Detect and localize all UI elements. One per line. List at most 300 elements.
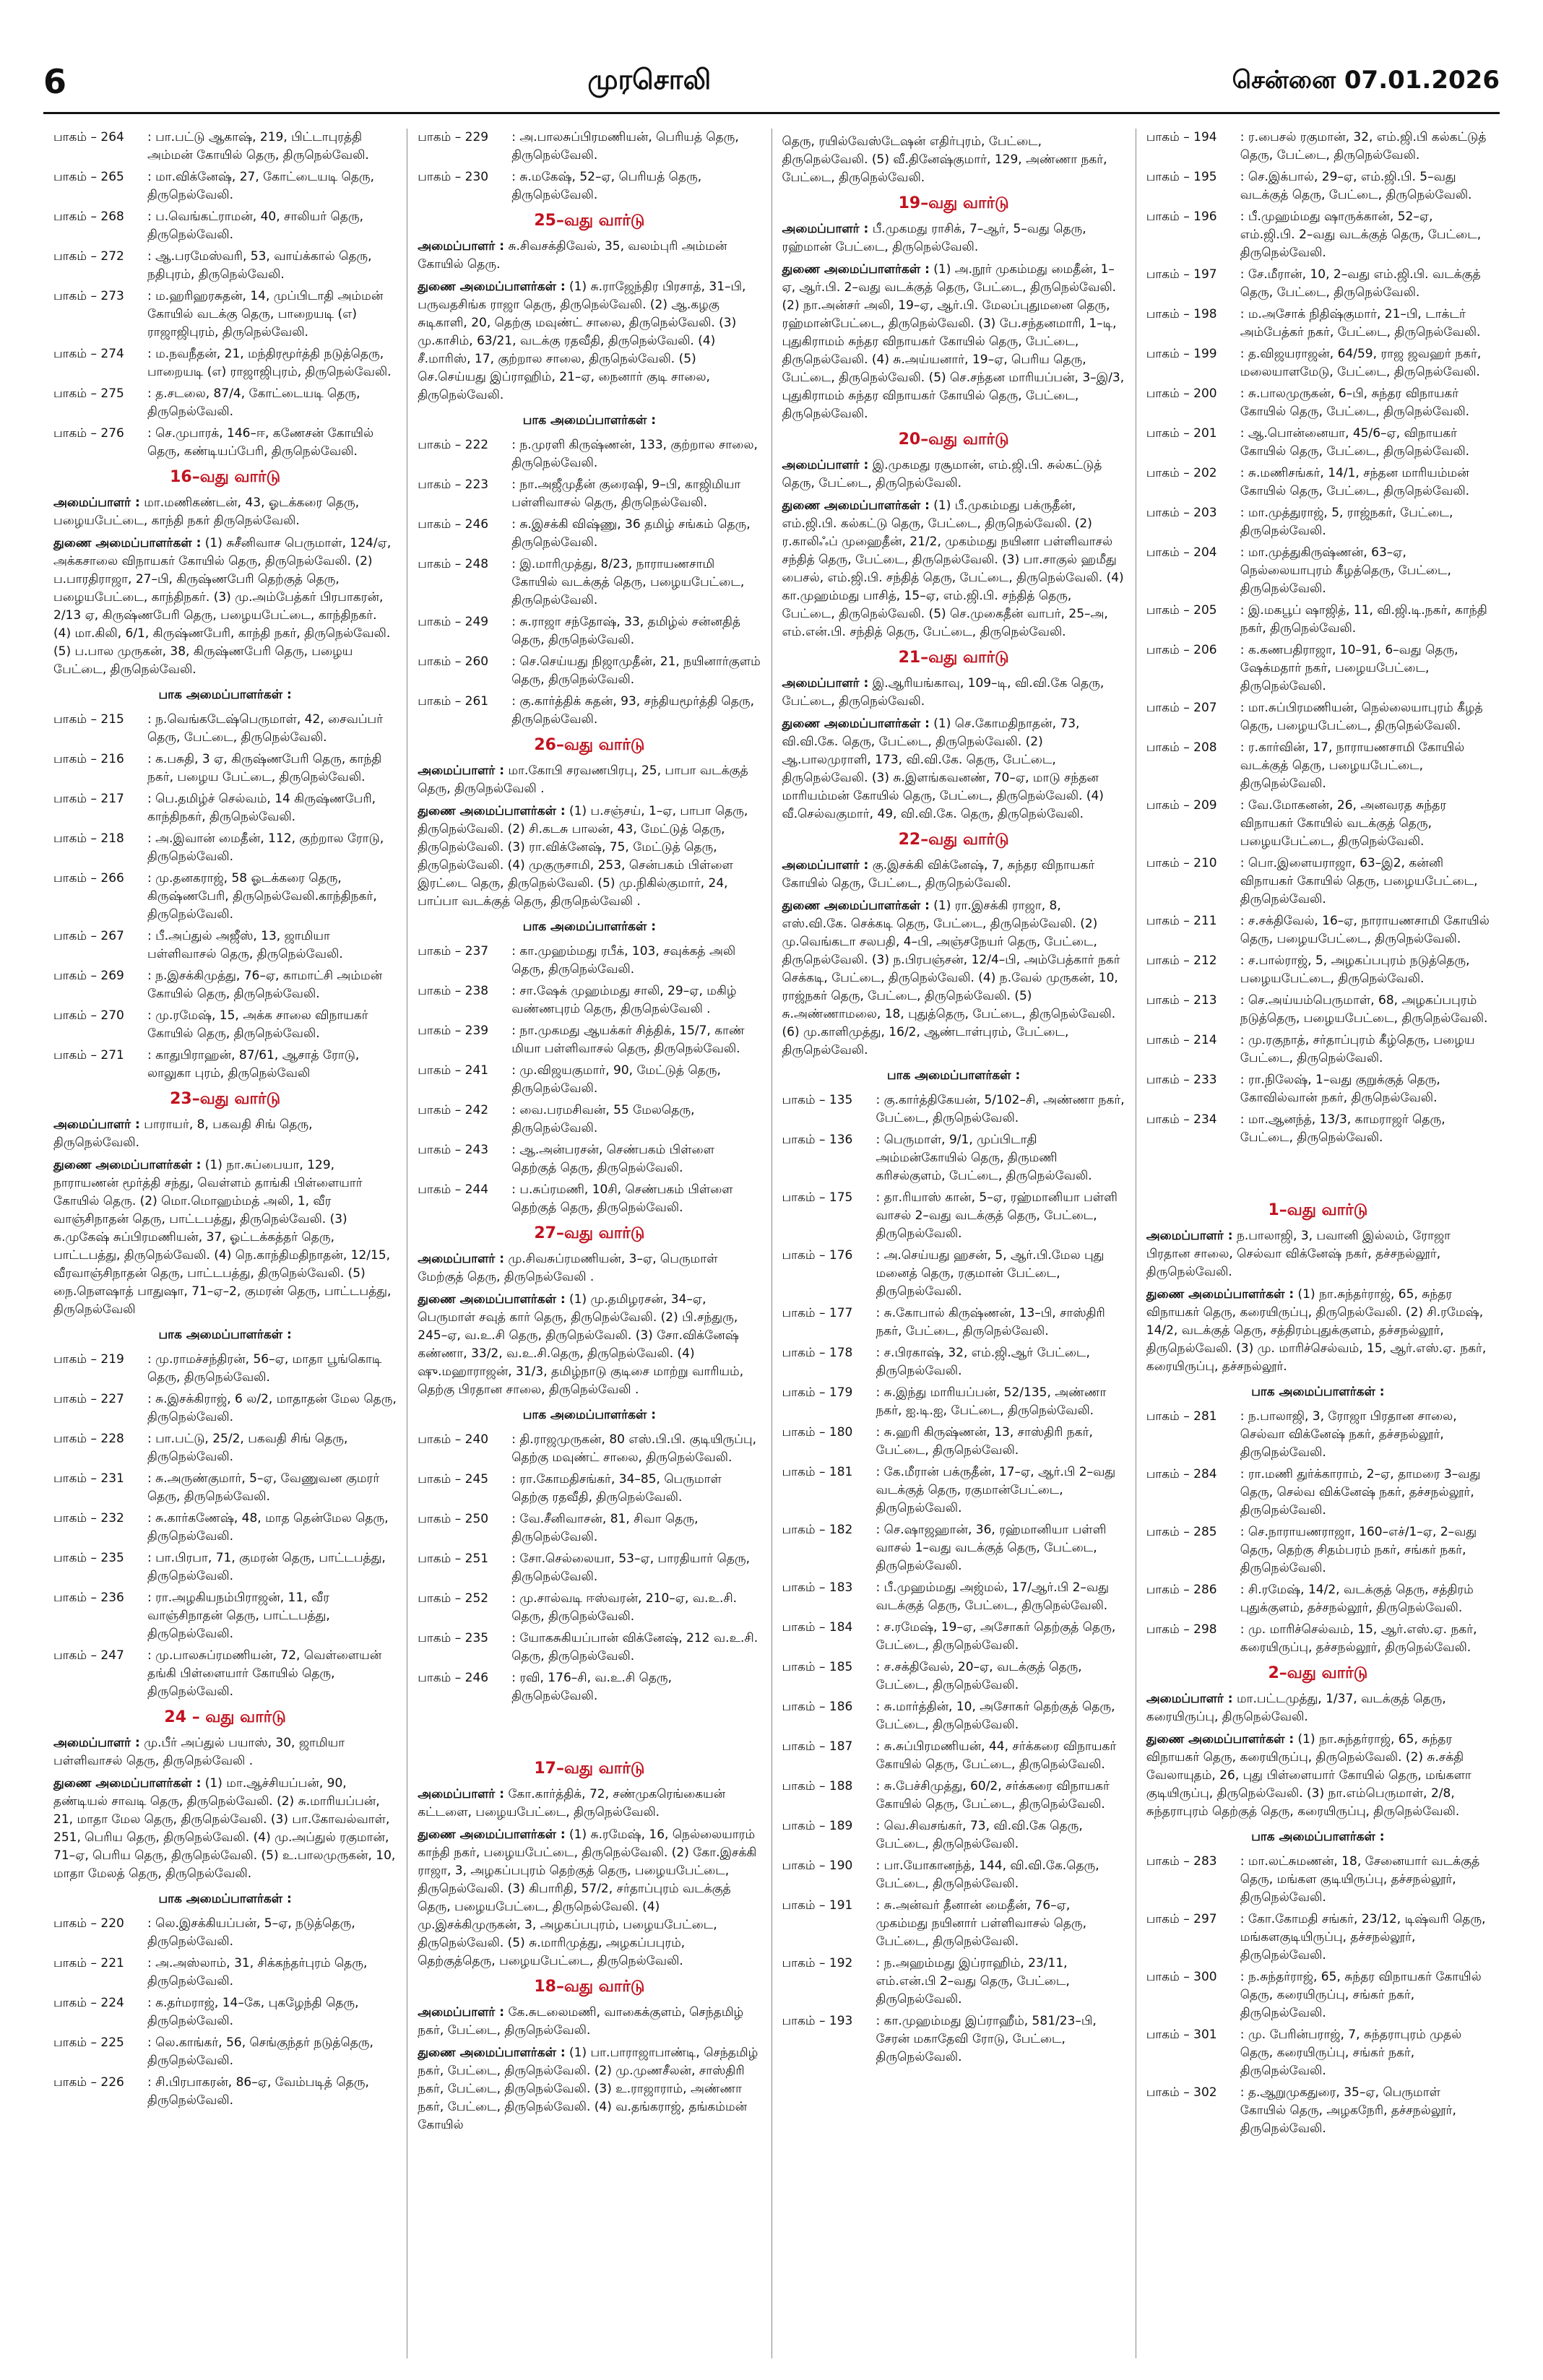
deputy-text: (1) நா.சுந்தர்ராஜ், 65, சுந்தர விநாயகர் தெரு, கரையிருப்பு, திருநெல்வேலி. (2) சி.ரமேஷ், 14/2, வடக்குத் தெரு, சத்திரம்புதுக்குளம், தச்சநல்லூர், திருநெல்வேலி. (3) மு. மாரிச்செல்வம், 15, ஆர்.எஸ்.ஏ. நகர், கரையிருப்பு, தச்சநல்லூர். bbox=[1146, 1287, 1487, 1374]
organiser-paragraph bbox=[53, 494, 397, 530]
deputy-text: (1) நா.சுந்தர்ராஜ், 65, சுந்தர விநாயகர் தெரு, கரையிருப்பு, திருநெல்வேலி. (2) சு.சக்தி வேலாயுதம், 26, புது பிள்ளையார் கோயில் தெரு, மங்களா குடியிருப்பு, திருநெல்வேலி. (3) நா.எம்பெருமாள், 2/8, சுந்தராபுரம் தெற்குத் தெரு, கரையிருப்பு, திருநெல்வேலி. bbox=[1146, 1732, 1471, 1819]
list-item bbox=[782, 1091, 1125, 1128]
list-item bbox=[418, 1431, 761, 1467]
booth-number: பாகம் – 271 bbox=[53, 1048, 124, 1063]
booth-organiser: : மா.முத்துகிருஷ்ணன், 63–ஏ, நெல்லையாபுரம் கீழத்தெரு, பேட்டை, திருநெல்வேலி. bbox=[1240, 545, 1451, 596]
booth-organiser: : கு.கார்த்திகேயன், 5/102–சி, அண்ணா நகர், பேட்டை, திருநெல்வேலி. bbox=[876, 1093, 1125, 1125]
list-item bbox=[782, 1304, 1125, 1341]
list-item bbox=[53, 1955, 397, 1991]
booth-number: பாகம் – 198 bbox=[1146, 307, 1217, 321]
entry-list bbox=[418, 1431, 761, 1705]
ward-heading: 25–வது வார்டு bbox=[534, 212, 645, 230]
list-item bbox=[53, 927, 397, 964]
booth-organiser: : அ.பாலசுப்பிரமணியன், பெரியத் தெரு, திருநெல்வேலி. bbox=[511, 130, 739, 163]
list-item bbox=[53, 750, 397, 787]
booth-number: பாகம் – 205 bbox=[1146, 603, 1217, 618]
deputy-text: (1) பீ.முகம்மது பக்ருதீன், எம்.ஜி.பி. கல்கட்டு தெரு, பேட்டை, திருநெல்வேலி. (2) ர.காலிஃப் முஹைதீன், 21/2, முகம்மது நயினா பள்ளிவாசல் சந்தித் தெரு, பேட்டை, திருநெல்வேலி. (3) பா.சாகுல் ஹமீது பைசல், எம்.ஜி.பி. சந்தித் தெரு, பேட்டை, திருநெல்வேலி. (4) கா.முஹம்மது பாசித், 15–ஏ, எம்.ஜி.பி. சந்தித் தெரு, பேட்டை, திருநெல்வேலி. (5) செ.முகைதீன் வாபர், 25–அ, எம்.என்.பி. சந்தித் தெரு, பேட்டை, திருநெல்வேலி. bbox=[782, 498, 1124, 639]
booth-organiser: : சு.மகேஷ், 52–ஏ, பெரியத் தெரு, திருநெல்வேலி. bbox=[511, 170, 702, 202]
deputy-text: (1) சுசீனிவாச பெருமாள், 124/ஏ, அக்கசாலை விநாயகர் கோயில் தெரு, திருநெல்வேலி. (2) ப.பாரதிராஜா, 27–பி, கிருஷ்ணபேரி தெற்குத் தெரு, பழையபேட்டை, காந்திநகர். (3) மு.அம்பேத்கர் பிரபாகரன், 2/13 ஏ, கிருஷ்ணபேரி தெரு, பழையபேட்டை, காந்திநகர். (4) மா.கிலி, 6/1, கிருஷ்ணபேரி, காந்தி நகர், திருநெல்வேலி. (5) ப.பால முருகன், 38, கிருஷ்ணபேரி தெரு, பழைய பேட்டை, திருநெல்வேலி. bbox=[53, 536, 392, 677]
list-item bbox=[1146, 2026, 1490, 2080]
booth-organiser: : நா.அஜீமுதீன் குரைஷி, 9–பி, காஜிமியா பள்ளிவாசல் தெரு, திருநெல்வேலி. bbox=[511, 477, 741, 510]
organiser-paragraph bbox=[418, 1250, 761, 1286]
booth-number: பாகம் – 228 bbox=[53, 1432, 124, 1446]
booth-organiser: : தி.ராஜமுருகன், 80 எஸ்.பி.பி. குடியிருப்பு, தெற்கு மவுண்ட் சாலை, திருநெல்வேலி. bbox=[511, 1432, 756, 1465]
organiser-text: பீ.முகமது ராசிக், 7–ஆர், 5–வது தெரு, ரஹ்மான் பேட்டை, திருநெல்வேலி. bbox=[782, 222, 1086, 254]
organiser-paragraph bbox=[782, 675, 1125, 711]
ward-25-section bbox=[418, 212, 761, 429]
booth-number: பாகம் – 190 bbox=[782, 1858, 853, 1873]
column-4 bbox=[1136, 129, 1500, 2358]
list-item bbox=[53, 208, 397, 244]
booth-number: பாகம் – 225 bbox=[53, 2035, 124, 2050]
list-item bbox=[418, 1471, 761, 1507]
organiser-label: அமைப்பாளர் : bbox=[1146, 1229, 1233, 1243]
booth-organiser: : லெ.இசக்கியப்பன், 5–ஏ, நடுத்தெரு, திருநெல்வேலி. bbox=[147, 1916, 355, 1949]
booth-organisers-heading: பாக அமைப்பாளர்கள் : bbox=[1251, 1830, 1385, 1844]
deputy-text: (1) செ.கோமதிநாதன், 73, வி.வி.கே. தெரு, பேட்டை, திருநெல்வேலி. (2) ஆ.பாலமுராளி, 173, வி.வி.கே. தெரு, பேட்டை, திருநெல்வேலி. (3) சு.இளங்கவனண், 70–ஏ, மாடு சந்தன மாரியம்மன் கோயில் தெரு, பேட்டை, திருநெல்வேலி. (4) வீ.செல்வகுமார், 49, வி.வி.கே. தெரு, திருநெல்வேலி. bbox=[782, 717, 1104, 821]
booth-organiser: : பா.பட்டு, 25/2, பகவதி சிங் தெரு, திருநெல்வேலி. bbox=[147, 1432, 348, 1464]
booth-organiser: : பா.பட்டு ஆகாஷ், 219, பிட்டாபுரத்தி அம்மன் கோயில் தெரு, திருநெல்வேலி. bbox=[147, 130, 369, 163]
deputy-text: (1) பா.பாராஜாபாண்டி, செந்தமிழ் நகர், பேட்டை, திருநெல்வேலி. (2) மு.முணசீலன், சாஸ்திரி நகர், பேட்டை, திருநெல்வேலி. (3) உ.ராஜாராம், அண்ணா நகர், பேட்டை, திருநெல்வேலி. (4) வ.தங்கராஜ், தங்கம்மன் கோயில் bbox=[418, 2046, 758, 2132]
booth-organiser: : சு.கார்கணேஷ், 48, மாத தென்மேல தெரு, திருநெல்வேலி. bbox=[147, 1511, 389, 1544]
entry-list bbox=[53, 1351, 397, 1701]
booth-organiser: : க.தர்மராஜ், 14–கே, புகழேந்தி தெரு, திருநெல்வேலி. bbox=[147, 1996, 359, 2028]
organiser-text: மா.கோபி சரவணபிரபு, 25, பாபா வடக்குத் தெரு, திருநெல்வேலி . bbox=[418, 763, 748, 796]
booth-organiser: : ர.கார்வின், 17, நாராயணசாமி கோயில் வடக்குத் தெரு, பழையபேட்டை, திருநெல்வேலி. bbox=[1240, 740, 1465, 791]
booth-organiser: : சு.அருண்குமார், 5–ஏ, வேணுவன குமரர் தெரு, திருநெல்வேலி. bbox=[147, 1471, 380, 1504]
list-item bbox=[53, 711, 397, 747]
booth-number: பாகம் – 265 bbox=[53, 170, 124, 184]
organiser-paragraph bbox=[782, 220, 1125, 256]
booth-number: பாகம் – 135 bbox=[782, 1093, 853, 1107]
organiser-paragraph bbox=[1146, 1227, 1490, 1281]
booth-organiser: : பெருமாள், 9/1, முப்பிடாதி அம்மன்கோயில் தெரு, திருமணி கரிசல்குளம், பேட்டை, திருநெல்வேலி. bbox=[876, 1133, 1092, 1183]
list-item bbox=[782, 1897, 1125, 1951]
list-item bbox=[1146, 992, 1490, 1028]
deputy-text: (1) மு.தமிழரசன், 34–ஏ, பெருமாள் சவுத் கார் தெரு, திருநெல்வேலி. (2) பி.சந்துரு, 245–ஏ, வ.உ.சி தெரு, திருநெல்வேலி. (3) சோ.விக்னேஷ் கண்ணா, 33/2, வ.உ.சி.தெரு, திருநெல்வேலி. (4) ஷு.மஹாராஜன், 31/3, தமிழ்நாடு குடிசை மாற்று வாரியம், தெற்கு பிரதான சாலை, திருநெல்வேலி . bbox=[418, 1292, 744, 1397]
booth-number: பாகம் – 179 bbox=[782, 1385, 853, 1400]
organiser-paragraph bbox=[1146, 1690, 1490, 1726]
list-item bbox=[53, 425, 397, 461]
column-3 bbox=[772, 129, 1136, 2358]
list-item bbox=[53, 287, 397, 342]
page-number: 6 bbox=[43, 62, 67, 101]
booth-organiser: : ஆ.பொன்னையா, 45/6–ஏ, விநாயகர் கோயில் தெரு, பேட்டை, திருநெல்வேலி. bbox=[1240, 426, 1470, 459]
organiser-text: சு.சிவசக்திவேல், 35, வலம்புரி அம்மன் கோயில் தெரு. bbox=[418, 239, 727, 272]
booth-organiser: : க.பசுதி, 3 ஏ, கிருஷ்ணபேரி தெரு, காந்தி நகர், பழைய பேட்டை, திருநெல்வேலி. bbox=[147, 752, 382, 784]
booth-organiser: : ச.சக்திவேல், 16–ஏ, நாராயணசாமி கோயில் தெரு, பழையபேட்டை, திருநெல்வேலி. bbox=[1240, 914, 1490, 946]
list-item bbox=[782, 2012, 1125, 2067]
organiser-text: மு.சிவசுப்ரமணியன், 3–ஏ, பெருமாள் மேற்குத் தெரு, திருநெல்வேலி . bbox=[418, 1252, 718, 1284]
booth-organiser: : மா.ஆனந்த், 13/3, காமராஜர் தெரு, பேட்டை, திருநெல்வேலி. bbox=[1240, 1112, 1445, 1145]
list-item bbox=[1146, 266, 1490, 302]
list-item bbox=[53, 1589, 397, 1643]
entry-list bbox=[53, 711, 397, 1083]
ward-heading: 16–வது வார்டு bbox=[170, 468, 281, 486]
booth-number: பாகம் – 209 bbox=[1146, 798, 1217, 813]
deputy-label: துணை அமைப்பாளர்கள் : bbox=[53, 1776, 202, 1791]
list-item bbox=[782, 1131, 1125, 1185]
booth-number: பாகம் – 186 bbox=[782, 1700, 853, 1714]
booth-organiser: : மா.விக்னேஷ், 27, கோட்டையடி தெரு, திருநெல்வேலி. bbox=[147, 170, 375, 202]
booth-number: பாகம் – 211 bbox=[1146, 914, 1217, 928]
booth-organiser: : மா.முத்துராஜ், 5, ராஜ்நகர், பேட்டை, திருநெல்வேலி. bbox=[1240, 506, 1453, 538]
deputy-text: (1) நா.சுப்பையா, 129, நாராயணன் மூர்த்தி சந்து, வெள்ளம் தாங்கி பிள்ளையார் கோயில் தெரு. (2) மொ.மொஹம்மத் அலி, 1, வீர வாஞ்சிநாதன் தெரு, பாட்டபத்து, திருநெல்வேலி. (3) சு.முகேஷ் சுப்பிரமணியன், 37, ஓட்டக்கத்தர் தெரு, பாட்டபத்து, திருநெல்வேலி. (4) நெ.காந்திமதிநாதன், 12/15, வீரவாஞ்சிநாதன் தெரு, பாட்டபத்து, திருநெல்வேலி. (5) நை.நௌஷாத் பாதுஷா, 71–ஏ–2, குமரன் தெரு, பாட்டபத்து, திருநெல்வேலி bbox=[53, 1158, 392, 1317]
booth-organiser: : மா.சுப்பிரமணியன், நெல்லையாபுரம் கீழத் தெரு, பழையபேட்டை, திருநெல்வேலி. bbox=[1240, 701, 1483, 733]
deputy-text: (1) சு.ராஜேந்திர பிரசாத், 31–பி, பருவதசிங்க ராஜா தெரு, திருநெல்வேலி. (2) ஆ.கழகு சுடிகாளி, 20, தெற்கு மவுண்ட் சாலை, திருநெல்வேலி. (3) மு.காசிம், 63/21, வடக்கு ரதவீதி, திருநெல்வேலி. (4) சீ.மாரிஸ், 17, குற்றால சாலை, திருநெல்வேலி. (5) செ.செய்யது இப்ராஹிம், 21–ஏ, நைனார் குடி சாலை, திருநெல்வேலி. bbox=[418, 280, 746, 402]
booth-organiser: : மு. பேரின்பராஜ், 7, சுந்தராபுரம் முதல் தெரு, கரையிருப்பு, சங்கர் நகர், திருநெல்வேலி. bbox=[1240, 2028, 1462, 2078]
booth-organisers-heading: பாக அமைப்பாளர்கள் : bbox=[158, 1892, 292, 1906]
booth-organiser: : செ.ஷாஜஹான், 36, ரஹ்மானியா பள்ளி வாசல் 1–வது வடக்குத் தெரு, பேட்டை, திருநெல்வேலி. bbox=[876, 1523, 1107, 1573]
booth-organiser: : சு.சுப்பிரமணியன், 44, சர்க்கரை விநாயகர் கோயில் தெரு, பேட்டை, திருநெல்வேலி. bbox=[876, 1739, 1117, 1772]
list-item bbox=[1146, 739, 1490, 793]
booth-number: பாகம் – 207 bbox=[1146, 701, 1217, 715]
list-item bbox=[782, 1658, 1125, 1695]
booth-organiser: : சு.இசக்கி விஷ்ணு, 36 தமிழ் சங்கம் தெரு, திருநெல்வேலி. bbox=[511, 517, 751, 550]
booth-number: பாகம் – 235 bbox=[418, 1631, 489, 1645]
organiser-paragraph bbox=[53, 1734, 397, 1770]
deputy-label: துணை அமைப்பாளர்கள் : bbox=[782, 498, 930, 513]
booth-organiser: : ஆ.பரமேஸ்வரி, 53, வாய்க்கால் தெரு, நதிபுரம், திருநெல்வேலி. bbox=[147, 249, 372, 282]
organiser-label: அமைப்பாளர் : bbox=[418, 1787, 505, 1801]
booth-organiser: : பொ.இளையராஜா, 63–இ2, கன்னி விநாயகர் கோயில் தெரு, பழையபேட்டை, திருநெல்வேலி. bbox=[1240, 856, 1478, 906]
booth-number: பாகம் – 197 bbox=[1146, 267, 1217, 282]
booth-number: பாகம் – 274 bbox=[53, 347, 124, 361]
list-item bbox=[53, 1047, 397, 1083]
ward-heading: 21–வது வார்டு bbox=[898, 649, 1009, 667]
booth-number: பாகம் – 248 bbox=[418, 557, 489, 571]
list-item bbox=[782, 1738, 1125, 1774]
booth-number: பாகம் – 185 bbox=[782, 1660, 853, 1674]
ward-heading: 1–வது வார்டு bbox=[1268, 1201, 1368, 1219]
booth-organiser: : ந.முரளி கிருஷ்ணன், 133, குற்றால சாலை, திருநெல்வேலி. bbox=[511, 438, 758, 470]
entry-list bbox=[418, 129, 761, 204]
organiser-text: இ.முகமது ரசூமான், எம்.ஜி.பி. சுல்கட்டுத் தெரு, பேட்டை, திருநெல்வேலி. bbox=[782, 458, 1102, 490]
booth-number: பாகம் – 203 bbox=[1146, 506, 1217, 520]
booth-organisers-heading: பாக அமைப்பாளர்கள் : bbox=[1251, 1385, 1385, 1399]
booth-number: பாகம் – 239 bbox=[418, 1024, 489, 1038]
booth-organiser: : ரவி, 176–சி, வ.உ.சி தெரு, திருநெல்வேலி. bbox=[511, 1671, 673, 1703]
edition-date: சென்னை 07.01.2026 bbox=[1232, 66, 1500, 95]
booth-number: பாகம் – 212 bbox=[1146, 953, 1217, 968]
booth-organiser: : மு.விஜயகுமார், 90, மேட்டுத் தெரு, திருநெல்வேலி. bbox=[511, 1063, 721, 1096]
list-item bbox=[1146, 464, 1490, 501]
booth-organiser: : ஆ.அன்பரசன், செண்பகம் பிள்ளை தெற்குத் தெரு, திருநெல்வேலி. bbox=[511, 1143, 714, 1175]
deputy-paragraph bbox=[782, 897, 1125, 1060]
list-item bbox=[53, 345, 397, 381]
list-item bbox=[1146, 1911, 1490, 1965]
organiser-label: அமைப்பாளர் : bbox=[782, 458, 869, 472]
booth-number: பாகம் – 236 bbox=[53, 1591, 124, 1605]
booth-number: பாகம் – 244 bbox=[418, 1182, 489, 1197]
ward-23-section bbox=[53, 1090, 397, 1343]
list-item bbox=[418, 943, 761, 979]
list-item bbox=[1146, 1466, 1490, 1520]
list-item bbox=[1146, 699, 1490, 735]
list-item bbox=[418, 1630, 761, 1666]
columns bbox=[43, 129, 1500, 2358]
list-item bbox=[1146, 912, 1490, 948]
booth-organiser: : சி.பிரபாகரன், 86–ஏ, வேம்படித் தெரு, திருநெல்வேலி. bbox=[147, 2075, 369, 2108]
organiser-label: அமைப்பாளர் : bbox=[782, 222, 869, 236]
ward-heading: 19–வது வார்டு bbox=[898, 194, 1009, 212]
booth-number: பாகம் – 201 bbox=[1146, 426, 1217, 441]
booth-organiser: : மு.ரகுநாத், சர்தாப்புரம் கீழ்தெரு, பழைய பேட்டை, திருநெல்வேலி. bbox=[1240, 1033, 1475, 1065]
booth-organiser: : மு. மாரிச்செல்வம், 15, ஆர்.எஸ்.ஏ. நகர், கரையிருப்பு, தச்சநல்லூர், திருநெல்வேலி. bbox=[1240, 1622, 1477, 1655]
booth-number: பாகம் – 224 bbox=[53, 1996, 124, 2010]
ward-heading: 18–வது வார்டு bbox=[534, 1978, 645, 1996]
booth-number: பாகம் – 217 bbox=[53, 792, 124, 806]
organiser-label: அமைப்பாளர் : bbox=[418, 763, 505, 778]
list-item bbox=[1146, 1581, 1490, 1617]
deputy-label: துணை அமைப்பாளர்கள் : bbox=[418, 2046, 566, 2060]
booth-organiser: : அ.இவான் மைதீன், 112, குற்றால ரோடு, திருநெல்வேலி. bbox=[147, 831, 384, 864]
organiser-label: அமைப்பாளர் : bbox=[53, 1736, 140, 1750]
booth-number: பாகம் – 180 bbox=[782, 1425, 853, 1440]
booth-number: பாகம் – 193 bbox=[782, 2014, 853, 2028]
booth-number: பாகம் – 300 bbox=[1146, 1970, 1217, 1984]
booth-organiser: : யோகசுகியப்பான் விக்னேஷ், 212 வ.உ.சி. தெரு, திருநெல்வேலி. bbox=[511, 1631, 758, 1663]
deputy-paragraph bbox=[782, 497, 1125, 641]
deputy-paragraph bbox=[53, 535, 397, 679]
list-item bbox=[418, 1181, 761, 1217]
booth-number: பாகம் – 237 bbox=[418, 944, 489, 959]
organiser-text: பாராயர், 8, பகவதி சிங் தெரு, திருநெல்வேலி. bbox=[53, 1117, 313, 1150]
booth-organiser: : சு.ராஜா சந்தோஷ், 33, தமிழ்ல் சன்னதித் தெரு, திருநெல்வேலி. bbox=[511, 615, 741, 647]
ward-20-section bbox=[782, 430, 1125, 641]
booth-organiser: : ரா.மணி துர்க்காராம், 2–ஏ, தாமரை 3–வது தெரு, செல்வ விக்னேஷ் நகர், தச்சநல்லூர், திருநெல்வேலி. bbox=[1240, 1467, 1481, 1518]
ward-1-section bbox=[1146, 1201, 1490, 1401]
booth-number: பாகம் – 267 bbox=[53, 929, 124, 943]
list-item bbox=[782, 1778, 1125, 1814]
booth-number: பாகம் – 261 bbox=[418, 694, 489, 709]
booth-number: பாகம் – 283 bbox=[1146, 1854, 1217, 1869]
organiser-paragraph bbox=[418, 762, 761, 798]
deputy-text: (1) அ.நூர் முகம்மது மைதீன், 1–ஏ, ஆர்.பி. 2–வது வடக்குத் தெரு, பேட்டை, திருநெல்வேலி. (2) நா.அன்சர் அலி, 19–ஏ, ஆர்.பி. மேலப்புதுமனை தெரு, ரஹ்மான்பேட்டை, திருநெல்வேலி. (3) பே.சந்தனமாரி, 1–டி, புதுகிராமம் சுந்தர விநாயகர் கோயில் தெரு, பேட்டை, திருநெல்வேலி. (4) சு.அய்யனார், 19–ஏ, பெரிய தெரு, பேட்டை, திருநெல்வேலி. (5) செ.சந்தன மாரியப்பன், 3–இ/3, புதுகிராமம் சுந்தர விநாயகர் கோயில் தெரு, பேட்டை, திருநெல்வேலி. bbox=[782, 262, 1125, 421]
list-item bbox=[418, 436, 761, 472]
booth-number: பாகம் – 213 bbox=[1146, 993, 1217, 1008]
organiser-text: மா.மணிகண்டன், 43, ஓடக்கரை தெரு, பழையபேட்டை, காந்தி நகர் திருநெல்வேலி. bbox=[53, 496, 360, 528]
list-item bbox=[418, 129, 761, 165]
list-item bbox=[782, 1857, 1125, 1893]
booth-organiser: : சி.ரமேஷ், 14/2, வடக்குத் தெரு, சத்திரம் புதுக்குளம், தச்சநல்லூர், திருநெல்வேலி. bbox=[1240, 1583, 1474, 1615]
booth-organiser: : பா.பிரபா, 71, குமரன் தெரு, பாட்டபத்து, திருநெல்வேலி. bbox=[147, 1551, 386, 1583]
list-item bbox=[1146, 641, 1490, 696]
booth-number: பாகம் – 246 bbox=[418, 517, 489, 532]
entry-list bbox=[418, 436, 761, 729]
list-item bbox=[418, 1590, 761, 1626]
booth-organiser: : பா.யோகானந்த், 144, வி.வி.கே.தெரு, பேட்டை, திருநெல்வேலி. bbox=[876, 1858, 1099, 1891]
booth-number: பாகம் – 286 bbox=[1146, 1583, 1217, 1597]
booth-number: பாகம் – 196 bbox=[1146, 209, 1217, 224]
booth-number: பாகம் – 242 bbox=[418, 1103, 489, 1117]
booth-organiser: : ந.பாலாஜி, 3, ரோஜா பிரதான சாலை, செல்வா விக்னேஷ் நகர், தச்சநல்லூர், திருநெல்வேலி. bbox=[1240, 1409, 1457, 1460]
booth-number: பாகம் – 222 bbox=[418, 438, 489, 452]
list-item bbox=[1146, 1408, 1490, 1462]
booth-organiser: : கா.முஹம்மது ரபீக், 103, சவுக்கத் அலி தெரு, திருநெல்வேலி. bbox=[511, 944, 736, 977]
list-item bbox=[418, 516, 761, 552]
booth-organiser: : மா.லட்சுமணன், 18, சேனையார் வடக்குத் தெரு, மங்கள குடியிருப்பு, தச்சநல்லூர், திருநெல்வேலி. bbox=[1240, 1854, 1480, 1905]
booth-number: பாகம் – 226 bbox=[53, 2075, 124, 2090]
booth-organiser: : ந.இசக்கிமுத்து, 76–ஏ, காமாட்சி அம்மன் கோயில் தெரு, திருநெல்வேலி. bbox=[147, 969, 383, 1001]
booth-number: பாகம் – 241 bbox=[418, 1063, 489, 1078]
booth-organiser: : கு.கார்த்திக் சுதன், 93, சந்தியமூர்த்தி தெரு, திருநெல்வேலி. bbox=[511, 694, 755, 727]
booth-number: பாகம் – 195 bbox=[1146, 170, 1217, 184]
organiser-text: மா.பட்டமுத்து, 1/37, வடக்குத் தெரு, கரையிருப்பு, திருநெல்வேலி. bbox=[1146, 1692, 1446, 1724]
organiser-label: அமைப்பாளர் : bbox=[418, 1252, 505, 1266]
list-item bbox=[53, 1994, 397, 2030]
list-item bbox=[418, 1510, 761, 1546]
organiser-paragraph bbox=[418, 2004, 761, 2040]
list-item bbox=[53, 870, 397, 924]
ward-18-section bbox=[418, 1978, 761, 2134]
list-item bbox=[53, 1430, 397, 1466]
organiser-label: அமைப்பாளர் : bbox=[53, 1117, 140, 1132]
booth-number: பாகம் – 183 bbox=[782, 1580, 853, 1595]
deputy-paragraph bbox=[418, 2044, 761, 2134]
organiser-text: மு.பீர் அப்துல் பயாஸ், 30, ஜாமியா பள்ளிவாசல் தெரு, திருநெல்வேலி . bbox=[53, 1736, 345, 1768]
list-item bbox=[1146, 306, 1490, 342]
organiser-label: அமைப்பாளர் : bbox=[782, 858, 869, 873]
booth-organiser: : சு.ஹரி கிருஷ்ணன், 13, சாஸ்திரி நகர், பேட்டை, திருநெல்வேலி. bbox=[876, 1425, 1093, 1458]
booth-number: பாகம் – 187 bbox=[782, 1739, 853, 1754]
booth-number: பாகம் – 219 bbox=[53, 1352, 124, 1367]
list-item bbox=[53, 790, 397, 826]
list-item bbox=[1146, 1968, 1490, 2022]
list-item bbox=[1146, 2084, 1490, 2138]
list-item bbox=[782, 1698, 1125, 1734]
booth-number: பாகம் – 250 bbox=[418, 1512, 489, 1526]
booth-number: பாகம் – 297 bbox=[1146, 1912, 1217, 1926]
list-item bbox=[418, 168, 761, 204]
booth-number: பாகம் – 243 bbox=[418, 1143, 489, 1157]
booth-organiser: : ம.நவநீதன், 21, மந்திரமூர்த்தி நடுத்தெரு, பாறையடி (எ) ராஜாஜிபுரம், திருநெல்வேலி. bbox=[147, 347, 392, 379]
organiser-paragraph bbox=[782, 456, 1125, 493]
ward-heading: 26–வது வார்டு bbox=[534, 736, 645, 754]
list-item bbox=[53, 2074, 397, 2110]
booth-number: பாகம் – 275 bbox=[53, 386, 124, 401]
booth-number: பாகம் – 235 bbox=[53, 1551, 124, 1565]
booth-organiser: : கா.முஹம்மது இப்ராஹீம், 581/23–பி, சேரன் மகாதேவி ரோடு, பேட்டை, திருநெல்வேலி. bbox=[876, 2014, 1097, 2064]
booth-number: பாகம் – 216 bbox=[53, 752, 124, 766]
booth-number: பாகம் – 273 bbox=[53, 289, 124, 303]
list-item bbox=[782, 1463, 1125, 1518]
deputy-label: துணை அமைப்பாளர்கள் : bbox=[782, 262, 930, 277]
list-item bbox=[1146, 1031, 1490, 1068]
booth-number: பாகம் – 206 bbox=[1146, 643, 1217, 657]
entry-list bbox=[1146, 129, 1490, 1147]
list-item bbox=[53, 1470, 397, 1506]
spacer bbox=[418, 1709, 761, 1752]
booth-number: பாகம் – 246 bbox=[418, 1671, 489, 1685]
organiser-label: அமைப்பாளர் : bbox=[418, 2005, 505, 2020]
list-item bbox=[1146, 797, 1490, 851]
booth-number: பாகம் – 298 bbox=[1146, 1622, 1217, 1637]
booth-organiser: : ம.அசோக் நிதிஷ்குமார், 21–பி, டாக்டர் அம்பேத்கர் நகர், பேட்டை, திருநெல்வேலி. bbox=[1240, 307, 1481, 339]
booth-number: பாகம் – 302 bbox=[1146, 2085, 1217, 2100]
booth-organiser: : ச.சக்திவேல், 20–ஏ, வடக்குத் தெரு, பேட்டை, திருநெல்வேலி. bbox=[876, 1660, 1082, 1692]
deputy-text: (1) சு.ரமேஷ், 16, நெல்லையாரம் காந்தி நகர், பழையபேட்டை, திருநெல்வேலி. (2) கோ.இசக்கி ராஜா, 3, அழகப்பபுரம் தெற்குத் தெரு, பழையபேட்டை, திருநெல்வேலி. (3) கிபாரிதி, 57/2, சர்தாப்புரம் வடக்குத் தெரு, பழையபேட்டை, திருநெல்வேலி. (4) மு.இசக்கிமுருகன், 3, அழகப்பபுரம், பழையபேட்டை, திருநெல்வேலி. (5) சு.மாரிமுத்து, அழகப்பபுரம், தெற்குத்தெரு, பழையபேட்டை, திருநெல்வேலி. bbox=[418, 1827, 757, 1968]
list-item bbox=[53, 129, 397, 165]
ward-heading: 22–வது வார்டு bbox=[898, 831, 1009, 849]
list-item bbox=[53, 1915, 397, 1951]
deputy-paragraph bbox=[782, 715, 1125, 823]
booth-number: பாகம் – 223 bbox=[418, 477, 489, 492]
list-item bbox=[418, 1141, 761, 1177]
list-item bbox=[782, 1424, 1125, 1460]
list-item bbox=[782, 1955, 1125, 2009]
list-item bbox=[1146, 425, 1490, 461]
organiser-label: அமைப்பாளர் : bbox=[418, 239, 505, 254]
list-item bbox=[1146, 208, 1490, 262]
organiser-paragraph bbox=[782, 857, 1125, 893]
booth-organiser: : பெ.தமிழ்ச் செல்வம், 14 கிருஷ்ணபேரி, காந்திநகர், திருநெல்வேலி. bbox=[147, 792, 376, 824]
list-item bbox=[1146, 129, 1490, 165]
booth-number: பாகம் – 136 bbox=[782, 1133, 853, 1147]
list-item bbox=[1146, 602, 1490, 638]
booth-organiser: : அ.அஸ்லாம், 31, சிக்கந்தர்புரம் தெரு, திருநெல்வேலி. bbox=[147, 1956, 368, 1989]
masthead bbox=[43, 56, 1500, 107]
list-item bbox=[1146, 1111, 1490, 1147]
booth-number: பாகம் – 240 bbox=[418, 1432, 489, 1447]
entry-list bbox=[418, 943, 761, 1217]
deputy-text: (1) மா.ஆச்சியப்பன், 90, தண்டியல் சாவடி தெரு, திருநெல்வேலி. (2) சு.மாரியப்பன், 21, மாதா மேல தெரு, திருநெல்வேலி. (3) பா.கோவல்வாள், 251, பெரிய தெரு, திருநெல்வேலி. (4) மு.அப்துல் ரகுமான், 71–ஏ, பெரிய தெரு, திருநெல்வேலி. (5) உ.பாலமுருகன், 10, மாதா மேலத் தெரு, திருநெல்வேலி. bbox=[53, 1776, 396, 1881]
booth-organiser: : இ.மகபூப் ஷாஜித், 11, வி.ஜி.டி.நகர், காந்தி நகர், திருநெல்வேலி. bbox=[1240, 603, 1487, 636]
list-item bbox=[418, 982, 761, 1018]
booth-number: பாகம் – 251 bbox=[418, 1552, 489, 1566]
booth-number: பாகம் – 231 bbox=[53, 1471, 124, 1486]
ward-17-section bbox=[418, 1760, 761, 1970]
booth-number: பாகம் – 234 bbox=[1146, 1112, 1217, 1127]
list-item bbox=[53, 1647, 397, 1701]
booth-organiser: : செ.நாராயணராஜா, 160–எச்/1–ஏ, 2–வது தெரு, தெற்கு சிதம்பரம் நகர், சங்கர் நகர், திருநெல்வேலி. bbox=[1240, 1525, 1477, 1575]
booth-number: பாகம் – 281 bbox=[1146, 1409, 1217, 1424]
booth-number: பாகம் – 264 bbox=[53, 130, 124, 144]
deputy-label: துணை அமைப்பாளர்கள் : bbox=[418, 1292, 566, 1307]
booth-number: பாகம் – 227 bbox=[53, 1392, 124, 1406]
list-item bbox=[418, 1550, 761, 1586]
booth-number: பாகம் – 177 bbox=[782, 1306, 853, 1320]
list-item bbox=[53, 830, 397, 866]
organiser-text: கு.இசக்கி விக்னேஷ், 7, சுந்தர விநாயகர் கோயில் தெரு, பேட்டை, திருநெல்வேலி. bbox=[782, 858, 1095, 891]
list-item bbox=[1146, 168, 1490, 204]
organiser-label: அமைப்பாளர் : bbox=[782, 676, 869, 691]
booth-organisers-heading: பாக அமைப்பாளர்கள் : bbox=[522, 919, 657, 934]
booth-organiser: : ந.வெங்கடேஷ்பெருமாள், 42, சைவப்பர் தெரு, பேட்டை, திருநெல்வேலி. bbox=[147, 712, 384, 745]
list-item bbox=[1146, 504, 1490, 540]
booth-organiser: : கோ.கோமதி சங்கர், 23/12, டிஷ்வரி தெரு, மங்களகுடியிருப்பு, தச்சநல்லூர், திருநெல்வேலி. bbox=[1240, 1912, 1486, 1963]
booth-organiser: : சு.பேச்சிமுத்து, 60/2, சர்க்கரை விநாயகர் கோயில் தெரு, பேட்டை, திருநெல்வேலி. bbox=[876, 1779, 1110, 1812]
organiser-paragraph bbox=[418, 238, 761, 274]
deputy-label: துணை அமைப்பாளர்கள் : bbox=[1146, 1287, 1295, 1302]
list-item bbox=[418, 1022, 761, 1058]
organiser-text: ந.பாலாஜி, 3, பவானி இல்லம், ரோஜா பிரதான சாலை, செல்வா விக்னேஷ் நகர், தச்சநல்லூர், திருநெல்வேலி. bbox=[1146, 1229, 1451, 1279]
ward-heading: 23–வது வார்டு bbox=[170, 1090, 281, 1108]
organiser-paragraph bbox=[53, 1116, 397, 1152]
booth-organisers-heading: பாக அமைப்பாளர்கள் : bbox=[158, 688, 292, 702]
booth-organiser: : பீ.அப்துல் அஜீஸ், 13, ஜாமியா பள்ளிவாசல் தெரு, திருநெல்வேலி. bbox=[147, 929, 343, 961]
list-item bbox=[53, 1351, 397, 1387]
deputy-text: (1) ரா.இசக்கி ராஜா, 8, எஸ்.வி.கே. செக்கடி தெரு, பேட்டை, திருநெல்வேலி. (2) மு.வெங்கடா சலபதி, 4–பி, அஞ்சநேயர் தெரு, பேட்டை, திருநெல்வேலி. (3) ந.பிரபஞ்சன், 12/4–பி, அம்பேத்கார் நகர் செக்கடி, பேட்டை, திருநெல்வேலி. (4) ந.வேல் முருகன், 10, ராஜ்நகர் தெரு, பேட்டை, திருநெல்வேலி. (5) சு.அண்ணாமலை, 18, புதுத்தெரு, பேட்டை, திருநெல்வேலி. (6) மு.காளிமுத்து, 16/2, ஆண்டாள்புரம், பேட்டை, திருநெல்வேலி. bbox=[782, 899, 1120, 1057]
list-item bbox=[782, 1344, 1125, 1380]
list-item bbox=[53, 1510, 397, 1546]
list-item bbox=[53, 385, 397, 421]
deputy-label: துணை அமைப்பாளர்கள் : bbox=[1146, 1732, 1295, 1747]
booth-organiser: : ர.பைசல் ரகுமான், 32, எம்.ஜி.பி கல்கட்டுத் தெரு, பேட்டை, திருநெல்வேலி. bbox=[1240, 130, 1487, 163]
organiser-label: அமைப்பாளர் : bbox=[53, 496, 140, 510]
booth-number: பாகம் – 188 bbox=[782, 1779, 853, 1793]
list-item bbox=[53, 2034, 397, 2070]
